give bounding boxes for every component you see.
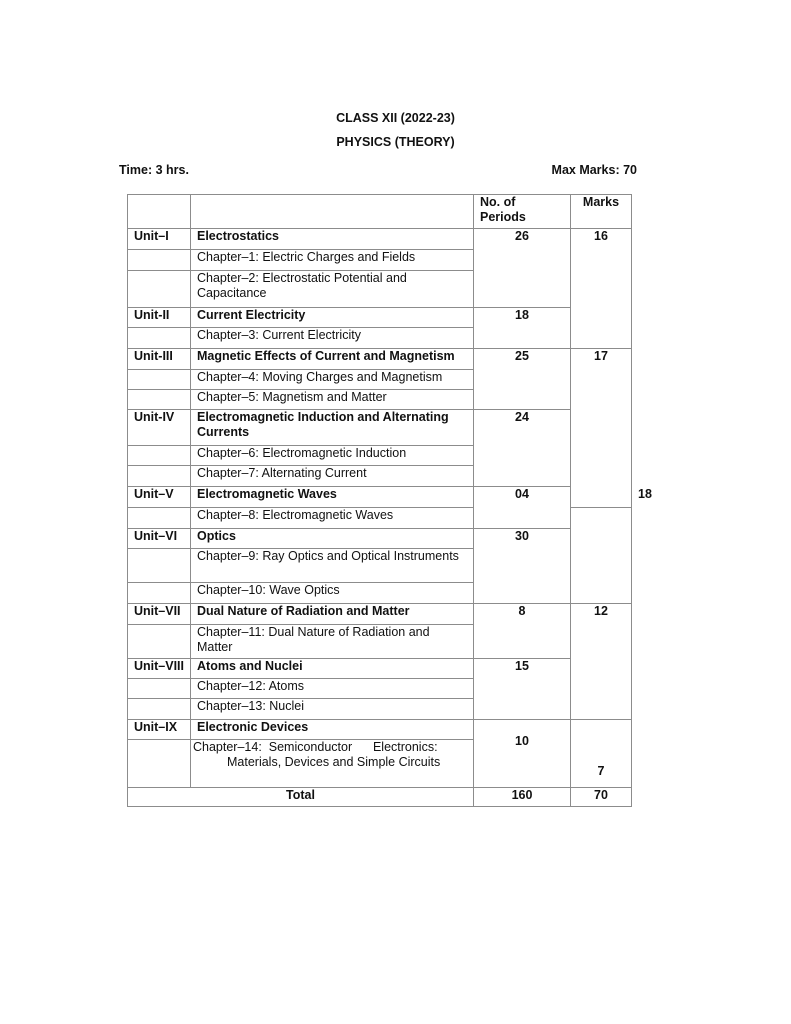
unit-name: Magnetic Effects of Current and Magnetism — [191, 349, 474, 370]
chapter-name: Chapter–12: Atoms — [191, 679, 474, 699]
class-title: CLASS XII (2022-23) — [336, 111, 455, 125]
chapter-name: Chapter–6: Electromagnetic Induction — [191, 446, 474, 466]
unit-label: Unit–IX — [128, 720, 191, 740]
marks-header: Marks — [571, 195, 632, 229]
time-label: Time: 3 hrs. — [119, 163, 189, 177]
periods-value: 04 — [474, 487, 571, 529]
unit-name: Electrostatics — [191, 229, 474, 250]
syllabus-table: No. of Periods Marks Unit–I Electrostatics 26 16 Chapter–1: Electric Charges and Fields Chapter–2: Electrostatic Potential and Capacitance Unit-II Current Electricity 18 Chapter–3: Current Electricity Unit-III Magnetic Effects of Current and Magnetism 25 17 Chapter–4: Moving Charges and Magnetism Chapter–5: Magnetism and Matter Unit-IV Electromagnetic Induction and Alternating Currents 24 Chapter–6: Electromagnetic Induction Chapter–7: Alternating Current Unit–V Electromagnetic Waves 04 18 Chapter–8: Electromagnetic Waves Unit–VI Optics 30 Chapter–9: Ray Optics and Optical Instruments Chapter–10: Wave Optics Unit–VII Dual Nature of Radiation and Matter 8 12 Chapter–11: Dual Nature of Radiation and Matter Unit–VIII Atoms and Nuclei 15 Chapter–12: Atoms Chapter–13: Nuclei Unit–IX Electronic Devices 10 7 Chapter–14: Semiconductor Electronics: Materials, Devices and Simple Circuits Total 160 70 — [127, 194, 632, 807]
unit-label: Unit–V — [128, 487, 191, 508]
header-empty-cell — [191, 195, 474, 229]
unit-empty-cell — [128, 271, 191, 308]
unit-label: Unit–I — [128, 229, 191, 250]
periods-value: 15 — [474, 659, 571, 720]
unit-empty-cell — [128, 549, 191, 583]
unit-empty-cell — [128, 370, 191, 390]
unit-label: Unit-III — [128, 349, 191, 370]
chapter-name: Chapter–5: Magnetism and Matter — [191, 390, 474, 410]
marks-value: 16 — [571, 229, 632, 349]
periods-value: 30 — [474, 529, 571, 604]
periods-value: 24 — [474, 410, 571, 487]
chapter-name: Chapter–1: Electric Charges and Fields — [191, 250, 474, 271]
total-marks: 70 — [571, 788, 632, 807]
chapter-name: Chapter–4: Moving Charges and Magnetism — [191, 370, 474, 390]
unit-empty-cell — [128, 390, 191, 410]
total-label: Total — [128, 788, 474, 807]
unit-label: Unit–VIII — [128, 659, 191, 679]
periods-value: 25 — [474, 349, 571, 410]
header-empty-cell — [128, 195, 191, 229]
unit-label: Unit–VII — [128, 604, 191, 625]
unit-empty-cell — [128, 446, 191, 466]
unit-empty-cell — [128, 466, 191, 487]
unit-empty-cell — [128, 625, 191, 659]
chapter-line-continued: Materials, Devices and Simple Circuits — [227, 755, 441, 769]
chapter-name — [191, 740, 474, 788]
unit-name: Current Electricity — [191, 308, 474, 328]
total-periods: 160 — [474, 788, 571, 807]
chapter-name: Chapter–2: Electrostatic Potential and Capacitance — [191, 271, 474, 308]
unit-name: Atoms and Nuclei — [191, 659, 474, 679]
unit-name: Dual Nature of Radiation and Matter — [191, 604, 474, 625]
unit-empty-cell — [128, 740, 191, 788]
unit-empty-cell — [128, 699, 191, 720]
chapter-name: Chapter–8: Electromagnetic Waves — [191, 508, 474, 529]
unit-empty-cell — [128, 583, 191, 604]
chapter-name: Chapter–3: Current Electricity — [191, 328, 474, 349]
unit-name: Electromagnetic Induction and Alternating Currents — [191, 410, 474, 446]
unit-name: Electromagnetic Waves — [191, 487, 474, 508]
periods-value: 8 — [474, 604, 571, 659]
unit-label: Unit-IV — [128, 410, 191, 446]
unit-empty-cell — [128, 679, 191, 699]
unit-empty-cell — [128, 328, 191, 349]
unit-name: Optics — [191, 529, 474, 549]
chapter-name: Chapter–9: Ray Optics and Optical Instruments — [191, 549, 474, 583]
marks-value: 17 — [571, 349, 632, 508]
chapter-line: Chapter–14: Semiconductor Electronics: — [193, 740, 438, 754]
unit-label: Unit-II — [128, 308, 191, 328]
chapter-name: Chapter–13: Nuclei — [191, 699, 474, 720]
chapter-name: Chapter–11: Dual Nature of Radiation and Matter — [191, 625, 474, 659]
marks-value: 7 — [571, 720, 632, 788]
unit-name: Electronic Devices — [191, 720, 474, 740]
max-marks-label: Max Marks: 70 — [551, 163, 637, 177]
subject-title: PHYSICS (THEORY) — [336, 135, 455, 149]
periods-value: 10 — [474, 720, 571, 788]
unit-empty-cell — [128, 508, 191, 529]
periods-value: 26 — [474, 229, 571, 308]
unit-label: Unit–VI — [128, 529, 191, 549]
periods-header: No. of Periods — [474, 195, 571, 229]
chapter-name: Chapter–10: Wave Optics — [191, 583, 474, 604]
periods-value: 18 — [474, 308, 571, 349]
chapter-name: Chapter–7: Alternating Current — [191, 466, 474, 487]
marks-value: 12 — [571, 604, 632, 720]
unit-empty-cell — [128, 250, 191, 271]
